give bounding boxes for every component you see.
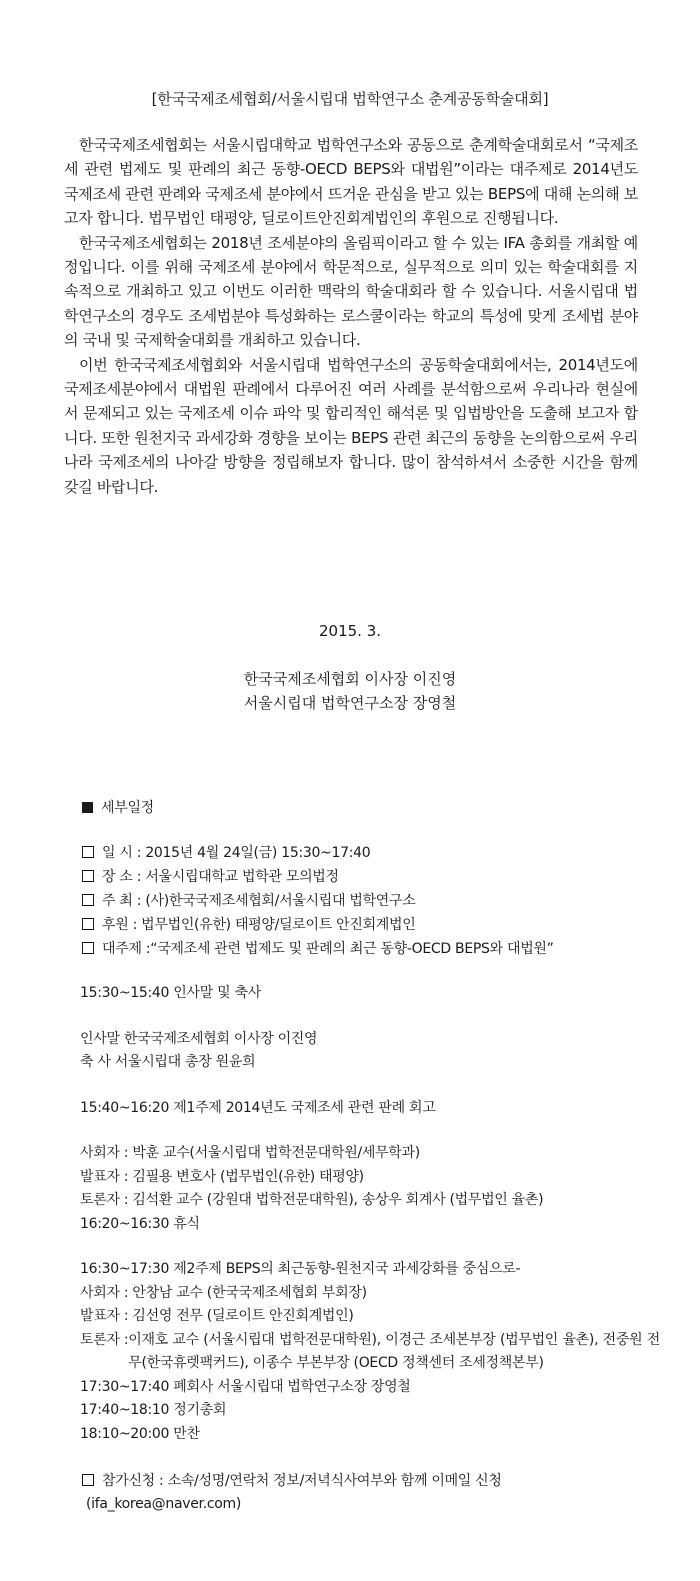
event-info-list xyxy=(80,840,660,960)
session-2-title: 16:30~17:30 제2주제 BEPS의 최근동향-원천지국 과세강화를 중심으로- xyxy=(80,1261,521,1277)
session-1-presenter: 발표자 : 김필용 변호사 (법무법인(유한) 태평양) xyxy=(80,1168,364,1185)
checkbox-square-icon xyxy=(82,894,94,906)
paragraph-1: 한국국제조세협회는 서울시립대학교 법학연구소와 공동으로 춘계학술대회로서 “국제조세 관련 법제도 및 판례의 최근 동향-OECD BEPS와 대법원”이라는 대주제로 2014년도 국제조세 관련 판례와 국제조세 분야에서 뜨거운 관심을 받고 있는 BEPS에 대해 논의해 보고자 합니다. 법무법인 태평양, 딜로이트안진회계법인의 후원으로 진행됩니다. xyxy=(64,136,638,228)
dinner-line: 18:10~20:00 만찬 xyxy=(80,1425,200,1442)
info-sponsor-text: 후원 : 법무법인(유한) 태평양/딜로이트 안진회계법인 xyxy=(102,917,416,933)
break-line: 16:20~16:30 휴식 xyxy=(80,1215,200,1232)
info-theme-text: 대주제 :“국제조세 관련 법제도 및 판례의 최근 동향-OECD BEPS와 대법원” xyxy=(102,941,554,957)
paragraph-2: 한국국제조세협회는 2018년 조세분야의 올림픽이라고 할 수 있는 IFA 총회를 개최할 예정입니다. 이를 위해 국제조세 분야에서 학문적으로, 실무적으로 의미 있는 학술대회를 지속적으로 개최하고 있고 이번도 이러한 맥락의 학술대회라 할 수 있습니다. 서울시립대 법학연구소의 경우도 조세법분야 특성화하는 로스쿨이라는 학교의 특성에 맞게 조세법 분야의 국내 및 국제학술대회를 개최하고 있습니다. xyxy=(64,233,638,350)
discussants-list: 이재호 교수 (서울시립대 법학전문대학원), 이경근 조세본부장 (법무법인 율촌), 전중원 전무(한국휴렛팩커드), 이종수 부본부장 (OECD 정책센터 조세정책본부) xyxy=(128,1331,660,1371)
intro-body xyxy=(64,133,638,499)
info-venue-text: 장 소 : 서울시립대학교 법학관 모의법정 xyxy=(102,869,339,885)
checkbox-square-icon xyxy=(82,846,94,858)
info-host-text: 주 최 : (사)한국국제조세협회/서울시립대 법학연구소 xyxy=(102,893,416,909)
info-date-text: 일 시 : 2015년 4월 24일(금) 15:30~17:40 xyxy=(102,845,371,861)
info-item-theme xyxy=(80,936,660,960)
discussants-label: 토론자 : xyxy=(80,1331,129,1348)
greeting-line: 인사말 한국국제조세협회 이사장 이진영 xyxy=(80,1030,318,1047)
registration-text: 참가신청 : 소속/성명/연락처 정보/저녁식사여부와 함께 이메일 신청 xyxy=(102,1473,502,1489)
signers-block xyxy=(0,667,700,715)
checkbox-square-icon xyxy=(82,1474,94,1486)
schedule-section xyxy=(80,797,660,1516)
signer-1: 한국국제조세협회 이사장 이진영 xyxy=(243,670,457,688)
congrats-line: 축 사 서울시립대 총장 원윤희 xyxy=(80,1054,256,1070)
registration-email: (ifa_korea@naver.com) xyxy=(86,1496,242,1512)
info-item-date xyxy=(80,840,660,864)
signer-2: 서울시립대 법학연구소장 장영철 xyxy=(243,694,457,712)
session-opening: 15:30~15:40 인사말 및 축사 xyxy=(80,985,261,1001)
session-1-discussants: 토론자 : 김석환 교수 (강원대 법학전문대학원), 송상우 회계사 (법무법인 율촌) xyxy=(80,1192,544,1208)
info-item-sponsor xyxy=(80,912,660,936)
session-2-discussants xyxy=(80,1329,660,1376)
document-date: 2015. 3. xyxy=(318,622,382,640)
assembly-line: 17:40~18:10 정기총회 xyxy=(80,1402,227,1418)
filled-square-icon xyxy=(82,802,93,813)
info-item-venue xyxy=(80,864,660,888)
session-2-presenter: 발표자 : 김선영 전무 (딜로이트 안진회계법인) xyxy=(80,1308,354,1324)
session-2-moderator: 사회자 : 안창남 교수 (한국국제조세협회 부회장) xyxy=(80,1284,367,1301)
checkbox-square-icon xyxy=(82,918,94,930)
registration-row xyxy=(80,1468,660,1492)
schedule-heading-row xyxy=(80,797,660,817)
session-1-title: 15:40~16:20 제1주제 2014년도 국제조세 관련 판례 회고 xyxy=(80,1099,436,1116)
checkbox-square-icon xyxy=(82,870,94,882)
paragraph-3: 이번 한국국제조세협회와 서울시립대 법학연구소의 공동학술대회에서는, 2014년도에 국제조세분야에서 대법원 판례에서 다루어진 여러 사례를 분석함으로써 우리나라 현실에서 문제되고 있는 국제조세 이슈 파악 및 합리적인 해석론 및 입법방안을 도출해 보고자 합니다. 또한 원천지국 과세강화 경향을 보이는 BEPS 관련 최근의 동향을 논의함으로써 우리나라 국제조세의 나아갈 방향을 정립해보자 합니다. 많이 참석하셔서 소중한 시간을 함께 갖길 바랍니다. xyxy=(64,355,638,496)
schedule-heading: 세부일정 xyxy=(101,800,154,816)
info-item-host xyxy=(80,888,660,912)
closing-line: 17:30~17:40 폐회사 서울시립대 법학연구소장 장영철 xyxy=(80,1378,411,1395)
checkbox-square-icon xyxy=(82,942,94,954)
session-1-moderator: 사회자 : 박훈 교수(서울시립대 법학전문대학원/세무학과) xyxy=(80,1145,420,1161)
document-title: [한국국제조세협회/서울시립대 법학연구소 춘계공동학술대회] xyxy=(151,90,549,108)
registration-block xyxy=(80,1468,660,1516)
